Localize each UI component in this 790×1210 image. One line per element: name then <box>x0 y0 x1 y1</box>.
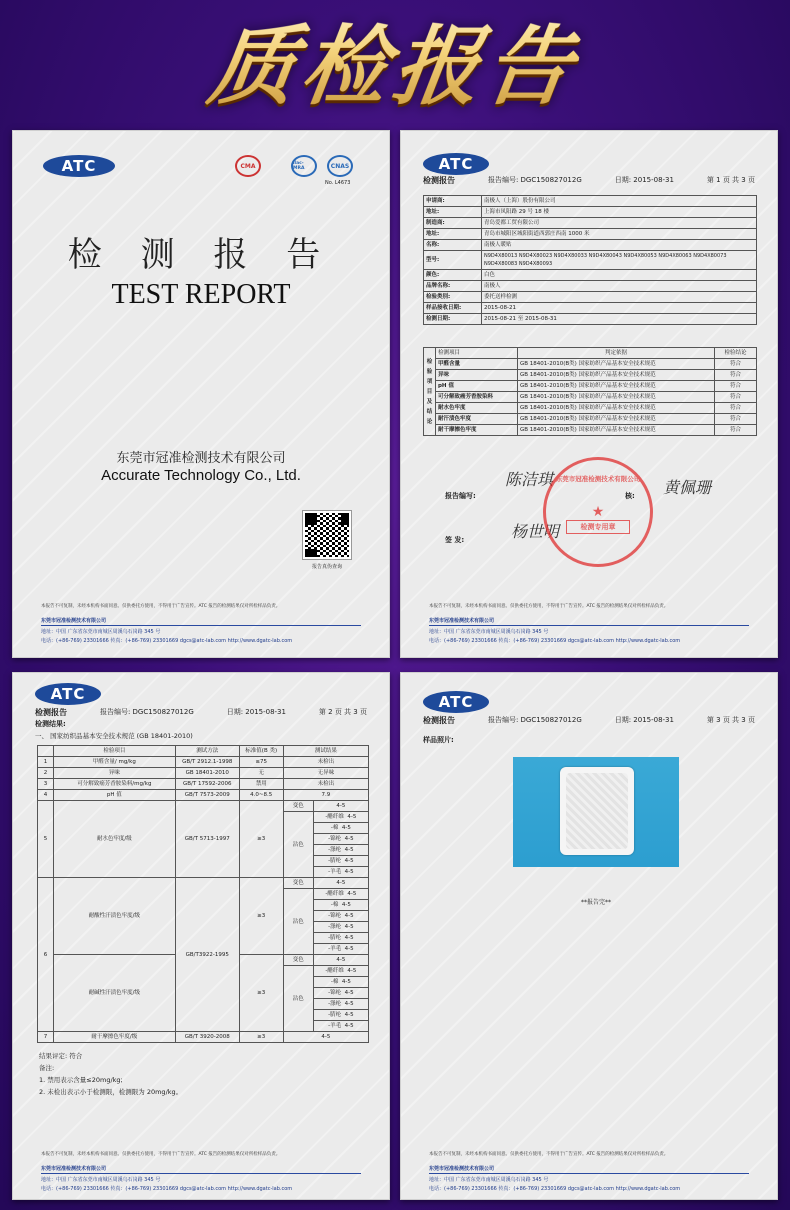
cert-number: No. L4673 <box>325 180 351 186</box>
footer-address: 地址：中国 广东省东莞市南城区周溪乌石岗路 345 号 <box>429 1177 549 1183</box>
page-header <box>423 175 755 186</box>
report-number: 报告编号: DGC150827012G <box>487 176 582 184</box>
page-header <box>423 715 755 726</box>
table-header-row: 检验项目及结论 检测项目 判定依据 检验结论 <box>424 348 757 359</box>
note-2: 2. 未检出表示小于检测限，检测限为 20mg/kg。 <box>39 1088 183 1096</box>
report-number: 报告编号: DGC150827012G <box>487 716 582 724</box>
table-row: 检测日期: 2015-08-21 至 2015-08-31 <box>424 314 757 325</box>
company-seal: 东莞市冠准检测技术有限公司 ★ 检测专用章 <box>543 457 653 567</box>
photo-label: 样品照片: <box>423 736 454 744</box>
table-row: 2 异味 GB 18401-2010 无 无异味 <box>38 768 369 779</box>
signature-issued: 杨世明 <box>511 522 560 541</box>
table-row: -棉 4-5 <box>38 823 369 834</box>
footer-text: 本报告不可复制，未经本机构书面同意。仅供委托方使用，不得用于广告宣传。ATC 报告的检测结果仅对所检样品负责。 <box>41 604 281 609</box>
table-row: 地址: 青岛市城阳区城阳街道西郭庄西南 1000 米 <box>424 229 757 240</box>
table-row: -锦纶 4-5 <box>38 988 369 999</box>
test-results-table <box>37 745 369 1043</box>
notes-label: 备注: <box>39 1064 55 1072</box>
table-row: 品牌名称: 南极人 <box>424 281 757 292</box>
table-row: -羊毛 4-5 <box>38 944 369 955</box>
review-label: 核: <box>625 492 635 500</box>
qr-caption: 报告真伪查询 <box>311 564 342 570</box>
footer-text: 本报告不可复制，未经本机构书面同意。仅供委托方使用，不得用于广告宣传。ATC 报告的检测结果仅对所检样品负责。 <box>41 1152 281 1157</box>
table-row: 异味 GB 18401-2010(B类) 国家纺织产品基本安全技术规范 符合 <box>424 370 757 381</box>
table-row: -涤纶 4-5 <box>38 845 369 856</box>
report-page-3 <box>400 672 778 1200</box>
section-title: 检测报告 <box>423 716 455 725</box>
table-row: -腈纶 4-5 <box>38 856 369 867</box>
results-label: 检测结果: <box>35 720 66 728</box>
note-1: 1. 禁用表示含量≤20mg/kg; <box>39 1076 123 1084</box>
atc-logo: ATC <box>43 155 115 177</box>
table-row: 4 pH 值 GB/T 7573-2009 4.0~8.5 7.9 <box>38 790 369 801</box>
page-number: 第 2 页 共 3 页 <box>318 708 367 716</box>
footer-company: 东莞市冠准检测技术有限公司 <box>41 1166 107 1172</box>
cma-icon: CMA <box>235 155 261 177</box>
table-row: -涤纶 4-5 <box>38 922 369 933</box>
table-row: -涤纶 4-5 <box>38 999 369 1010</box>
atc-logo: ATC <box>423 691 489 713</box>
footer-rule <box>429 1173 749 1174</box>
footer-text: 本报告不可复制，未经本机构书面同意。仅供委托方使用，不得用于广告宣传。ATC 报告的检测结果仅对所检样品负责。 <box>429 1152 669 1157</box>
table-row: 样品接收日期: 2015-08-21 <box>424 303 757 314</box>
signature-prepared: 陈洁琪 <box>505 470 554 489</box>
footer-text: 本报告不可复制，未经本机构书面同意。仅供委托方使用，不得用于广告宣传。ATC 报告的检测结果仅对所检样品负责。 <box>429 604 669 609</box>
table-row: 申请商: 南极人（上海）股份有限公司 <box>424 196 757 207</box>
report-cover-page <box>12 130 390 658</box>
table-row: 地址: 上海市凤阳路 29 号 18 楼 <box>424 207 757 218</box>
section-title: 检测报告 <box>35 708 67 717</box>
table-row: 1 甲醛含量/ mg/kg GB/T 2912.1-1998 ≤75 未检出 <box>38 757 369 768</box>
footer-company: 东莞市冠准检测技术有限公司 <box>429 1166 495 1172</box>
table-row: 型号: N9D4X80013 N9D4X80023 N9D4X80033 N9D4X80043 N9D4X80053 N9D4X80063 N9D4X80073 N9D4X80083 N9D4X80093 <box>424 251 757 270</box>
conclusion: 结果评定: 符合 <box>39 1052 83 1060</box>
report-date: 日期: 2015-08-31 <box>614 716 674 724</box>
company-name-cn: 东莞市冠准检测技术有限公司 <box>116 451 286 466</box>
table-row: 名称: 南极人暖贴 <box>424 240 757 251</box>
table-row: -锦纶 4-5 <box>38 911 369 922</box>
table-row: 6 耐酸性汗渍色牢度/级 GB/T3922-1995 ≥3 变色 4-5 <box>38 878 369 889</box>
table-header-row: 检验项目 测试方法 标准值(B 类) 测试结果 <box>38 746 369 757</box>
page-number: 第 3 页 共 3 页 <box>706 716 755 724</box>
table-row: -腈纶 4-5 <box>38 1010 369 1021</box>
table-row: -羊毛 4-5 <box>38 867 369 878</box>
seal-star-icon: ★ <box>591 504 605 520</box>
company-name-en: Accurate Technology Co., Ltd. <box>101 467 301 484</box>
report-date: 日期: 2015-08-31 <box>226 708 286 716</box>
results-table <box>423 347 757 436</box>
atc-logo: ATC <box>35 683 101 705</box>
footer-contact: 电话：(+86-769) 23301666 传真：(+86-769) 23301669 dgcs@atc-lab.com http://www.dgatc-lab.com <box>429 638 681 644</box>
table-row: -腈纶 4-5 <box>38 933 369 944</box>
qr-code[interactable] <box>303 511 351 559</box>
table-row: -锦纶 4-5 <box>38 834 369 845</box>
footer-contact: 电话：(+86-769) 23301666 传真：(+86-769) 23301669 dgcs@atc-lab.com http://www.dgatc-lab.com <box>41 1186 293 1192</box>
title-cn: 检 测 报 告 <box>67 235 335 275</box>
report-date: 日期: 2015-08-31 <box>614 176 674 184</box>
page-number: 第 1 页 共 3 页 <box>706 176 755 184</box>
issued-by-label: 签 发: <box>445 536 465 544</box>
banner <box>0 0 790 118</box>
footer-rule <box>41 1173 361 1174</box>
side-label: 检验项目及结论 <box>424 348 436 436</box>
table-row: 沾色 -醋纤维 4-5 <box>38 889 369 900</box>
heat-pad-image <box>560 767 634 855</box>
table-row: 沾色 -醋纤维 4-5 <box>38 966 369 977</box>
prepared-by-label: 报告编写: <box>445 492 476 500</box>
table-row: 制造商: 青岛爱都工贸有限公司 <box>424 218 757 229</box>
banner-title: 质检报告 <box>202 0 587 121</box>
table-row: 耐水色牢度 GB 18401-2010(B类) 国家纺织产品基本安全技术规范 符合 <box>424 403 757 414</box>
cnas-icon: CNAS <box>327 155 353 177</box>
footer-company: 东莞市冠准检测技术有限公司 <box>41 618 107 624</box>
table-row: -羊毛 4-5 <box>38 1021 369 1032</box>
table-row: 检验类别: 委托送样检测 <box>424 292 757 303</box>
table-row: -棉 4-5 <box>38 900 369 911</box>
footer-rule <box>41 625 361 626</box>
footer-address: 地址：中国 广东省东莞市南城区周溪乌石岗路 345 号 <box>41 629 161 635</box>
table-row: 耐汗渍色牢度 GB 18401-2010(B类) 国家纺织产品基本安全技术规范 符合 <box>424 414 757 425</box>
table-row: 颜色: 白色 <box>424 270 757 281</box>
standard-label: 一、 国家纺织品基本安全技术规范 (GB 18401-2010) <box>35 732 193 740</box>
footer-company: 东莞市冠准检测技术有限公司 <box>429 618 495 624</box>
footer-contact: 电话：(+86-769) 23301666 传真：(+86-769) 23301669 dgcs@atc-lab.com http://www.dgatc-lab.com <box>429 1186 681 1192</box>
table-row: -棉 4-5 <box>38 977 369 988</box>
table-row: 可分解致癌芳香胺染料 GB 18401-2010(B类) 国家纺织产品基本安全技术规范 符合 <box>424 392 757 403</box>
footer-rule <box>429 625 749 626</box>
signature-review: 黄佩珊 <box>663 478 712 497</box>
footer-contact: 电话：(+86-769) 23301666 传真：(+86-769) 23301669 dgcs@atc-lab.com http://www.dgatc-lab.com <box>41 638 293 644</box>
report-number: 报告编号: DGC150827012G <box>99 708 194 716</box>
section-title: 检测报告 <box>423 176 455 185</box>
footer-address: 地址：中国 广东省东莞市南城区周溪乌石岗路 345 号 <box>429 629 549 635</box>
table-row: 5 耐水色牢度/级 GB/T 5713-1997 ≥3 变色 4-5 <box>38 801 369 812</box>
footer-address: 地址：中国 广东省东莞市南城区周溪乌石岗路 345 号 <box>41 1177 161 1183</box>
page-header <box>35 707 367 718</box>
table-row: 沾色 -醋纤维 4-5 <box>38 812 369 823</box>
end-of-report: **报告完** <box>580 899 611 906</box>
atc-logo: ATC <box>423 153 489 175</box>
table-row: pH 值 GB 18401-2010(B类) 国家纺织产品基本安全技术规范 符合 <box>424 381 757 392</box>
report-page-2 <box>12 672 390 1200</box>
sample-photo <box>513 757 679 867</box>
sample-info-table <box>423 195 757 325</box>
title-en: TEST REPORT <box>111 279 291 310</box>
table-row: 耐碱性汗渍色牢度/级 ≥3 变色 4-5 <box>38 955 369 966</box>
table-row: 3 可分解致癌芳香胺染料/mg/kg GB/T 17592-2006 禁用 未检出 <box>38 779 369 790</box>
report-page-1 <box>400 130 778 658</box>
ilac-mra-icon: ilac-MRA <box>291 155 317 177</box>
table-row: 甲醛含量 GB 18401-2010(B类) 国家纺织产品基本安全技术规范 符合 <box>424 359 757 370</box>
table-row: 7 耐干摩擦色牢度/级 GB/T 3920-2008 ≥3 4-5 <box>38 1032 369 1043</box>
table-row: 耐干摩擦色牢度 GB 18401-2010(B类) 国家纺织产品基本安全技术规范 符合 <box>424 425 757 436</box>
